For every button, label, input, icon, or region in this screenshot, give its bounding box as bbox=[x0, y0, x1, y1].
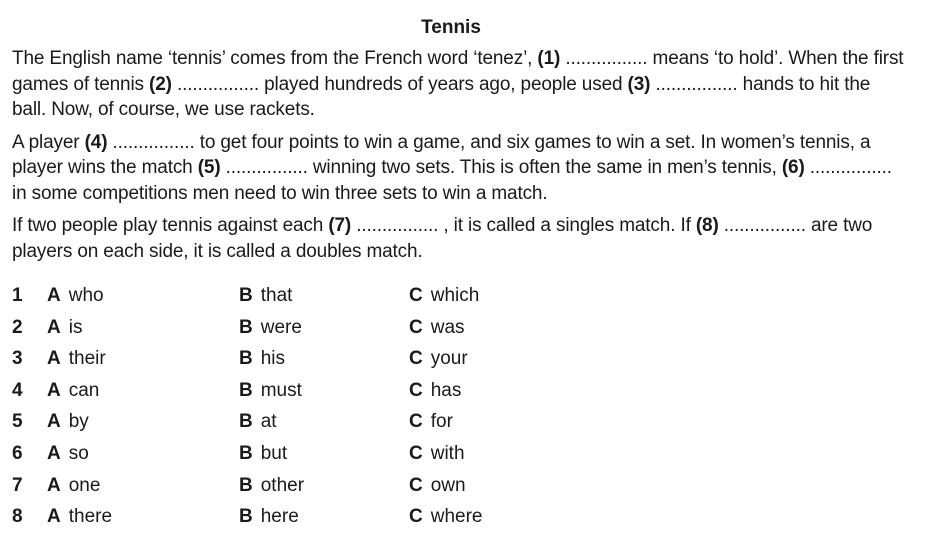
option-letter: A bbox=[47, 316, 61, 338]
option-letter: A bbox=[47, 411, 61, 433]
passage-text: A player bbox=[12, 131, 85, 153]
option-letter: B bbox=[239, 285, 253, 306]
option-5-c[interactable] bbox=[409, 409, 453, 435]
option-row-8 bbox=[12, 504, 532, 536]
option-letter: C bbox=[409, 506, 423, 528]
answer-options bbox=[12, 283, 532, 536]
option-row-3 bbox=[12, 346, 532, 378]
option-6-b[interactable] bbox=[239, 441, 287, 467]
question-number: 6 bbox=[12, 442, 23, 464]
option-1-c[interactable] bbox=[409, 283, 479, 309]
option-text: so bbox=[68, 442, 89, 464]
option-7-b[interactable] bbox=[239, 473, 304, 499]
paragraph-2 bbox=[12, 130, 907, 207]
option-2-b[interactable] bbox=[239, 315, 302, 341]
option-1-b[interactable] bbox=[239, 283, 292, 309]
passage bbox=[12, 46, 907, 271]
option-text: his bbox=[260, 348, 286, 370]
option-text: there bbox=[68, 506, 113, 528]
option-letter: C bbox=[409, 316, 423, 338]
option-text: is bbox=[68, 316, 83, 338]
option-text: were bbox=[260, 316, 302, 338]
option-text: at bbox=[260, 411, 277, 433]
passage-text: to get four points to win a game, and six games to win a set. In women’s tennis, a player wins the match bbox=[12, 131, 871, 178]
passage-text: in some competitions men need to win three sets to win a match. bbox=[12, 182, 548, 204]
question-number: 3 bbox=[12, 348, 23, 370]
option-text: here bbox=[260, 506, 299, 528]
option-letter: B bbox=[239, 442, 253, 464]
question-number: 5 bbox=[12, 411, 23, 433]
option-text: which bbox=[430, 285, 480, 306]
option-text: was bbox=[430, 316, 465, 338]
option-letter: B bbox=[239, 348, 253, 370]
option-letter: C bbox=[409, 285, 423, 306]
passage-text: , it is called a singles match. If bbox=[438, 215, 696, 236]
option-text: for bbox=[430, 411, 453, 433]
gap-blank-7: ................ bbox=[356, 215, 439, 236]
option-letter: C bbox=[409, 379, 423, 401]
option-letter: B bbox=[239, 474, 253, 496]
option-letter: B bbox=[239, 316, 253, 338]
option-letter: C bbox=[409, 348, 423, 370]
option-text: that bbox=[260, 285, 293, 306]
option-4-c[interactable] bbox=[409, 378, 461, 404]
gap-blank-5: ................ bbox=[225, 157, 308, 178]
option-3-b[interactable] bbox=[239, 346, 285, 372]
option-text: must bbox=[260, 379, 302, 401]
option-letter: A bbox=[47, 442, 61, 464]
option-letter: C bbox=[409, 411, 423, 433]
gap-blank-8: ................ bbox=[723, 215, 806, 236]
option-letter: B bbox=[239, 506, 253, 528]
passage-text: hands to hit the ball. Now, of course, we use rackets. bbox=[12, 73, 871, 120]
option-7-a[interactable] bbox=[47, 473, 100, 499]
option-8-c[interactable] bbox=[409, 504, 482, 530]
option-letter: A bbox=[47, 379, 61, 401]
option-letter: A bbox=[47, 474, 61, 496]
gap-number-8: (8) bbox=[695, 215, 719, 236]
option-letter: C bbox=[409, 474, 423, 496]
option-2-a[interactable] bbox=[47, 315, 82, 341]
question-number: 8 bbox=[12, 506, 23, 528]
option-letter: A bbox=[47, 506, 61, 528]
passage-text: means ‘to hold’. When the first games of tennis bbox=[12, 48, 904, 95]
question-number: 4 bbox=[12, 379, 23, 401]
question-number: 7 bbox=[12, 474, 23, 496]
option-6-c[interactable] bbox=[409, 441, 465, 467]
gap-blank-6: ................ bbox=[809, 157, 892, 178]
gap-blank-3: ................ bbox=[655, 73, 738, 95]
gap-blank-1: ................ bbox=[565, 48, 648, 69]
option-2-c[interactable] bbox=[409, 315, 465, 341]
option-row-7 bbox=[12, 473, 532, 505]
option-text: with bbox=[430, 442, 465, 464]
option-text: can bbox=[68, 379, 100, 401]
paragraph-3 bbox=[12, 213, 907, 264]
option-letter: B bbox=[239, 411, 253, 433]
question-number: 2 bbox=[12, 316, 23, 338]
passage-text: are two players on each side, it is called a doubles match. bbox=[12, 215, 873, 262]
option-3-a[interactable] bbox=[47, 346, 106, 372]
passage-text: winning two sets. This is often the same in men’s tennis, bbox=[307, 157, 782, 178]
page-title: Tennis bbox=[421, 17, 481, 38]
gap-number-1: (1) bbox=[537, 48, 561, 69]
option-3-c[interactable] bbox=[409, 346, 468, 372]
option-4-a[interactable] bbox=[47, 378, 99, 404]
option-text: but bbox=[260, 442, 288, 464]
option-text: by bbox=[68, 411, 89, 433]
option-row-5 bbox=[12, 409, 532, 441]
option-letter: B bbox=[239, 379, 253, 401]
gap-blank-4: ................ bbox=[112, 131, 195, 153]
option-8-b[interactable] bbox=[239, 504, 299, 530]
option-row-6 bbox=[12, 441, 532, 473]
gap-blank-2: ................ bbox=[176, 73, 259, 95]
option-text: one bbox=[68, 474, 101, 496]
option-7-c[interactable] bbox=[409, 473, 466, 499]
gap-number-3: (3) bbox=[627, 73, 651, 95]
option-row-4 bbox=[12, 378, 532, 410]
passage-text: If two people play tennis against each bbox=[12, 215, 329, 236]
paragraph-1 bbox=[12, 46, 907, 123]
option-letter: A bbox=[47, 285, 61, 306]
option-row-1 bbox=[12, 283, 532, 315]
option-1-a[interactable] bbox=[47, 283, 104, 309]
passage-text: The English name ‘tennis’ comes from the French word ‘tenez’, bbox=[12, 48, 538, 69]
passage-text: played hundreds of years ago, people used bbox=[259, 73, 628, 95]
option-text: your bbox=[430, 348, 468, 370]
option-text: who bbox=[68, 285, 104, 306]
option-6-a[interactable] bbox=[47, 441, 89, 467]
option-4-b[interactable] bbox=[239, 378, 302, 404]
gap-number-6: (6) bbox=[781, 157, 805, 178]
option-text: their bbox=[68, 348, 106, 370]
gap-number-2: (2) bbox=[149, 73, 172, 95]
option-letter: C bbox=[409, 442, 423, 464]
gap-number-4: (4) bbox=[84, 131, 108, 153]
option-text: has bbox=[430, 379, 462, 401]
question-number: 1 bbox=[12, 285, 23, 306]
gap-number-5: (5) bbox=[197, 157, 221, 178]
option-5-a[interactable] bbox=[47, 409, 89, 435]
option-row-2 bbox=[12, 315, 532, 347]
option-text: other bbox=[260, 474, 305, 496]
option-text: own bbox=[430, 474, 466, 496]
option-8-a[interactable] bbox=[47, 504, 112, 530]
option-5-b[interactable] bbox=[239, 409, 277, 435]
option-text: where bbox=[430, 506, 483, 528]
option-letter: A bbox=[47, 348, 61, 370]
gap-number-7: (7) bbox=[328, 215, 352, 236]
